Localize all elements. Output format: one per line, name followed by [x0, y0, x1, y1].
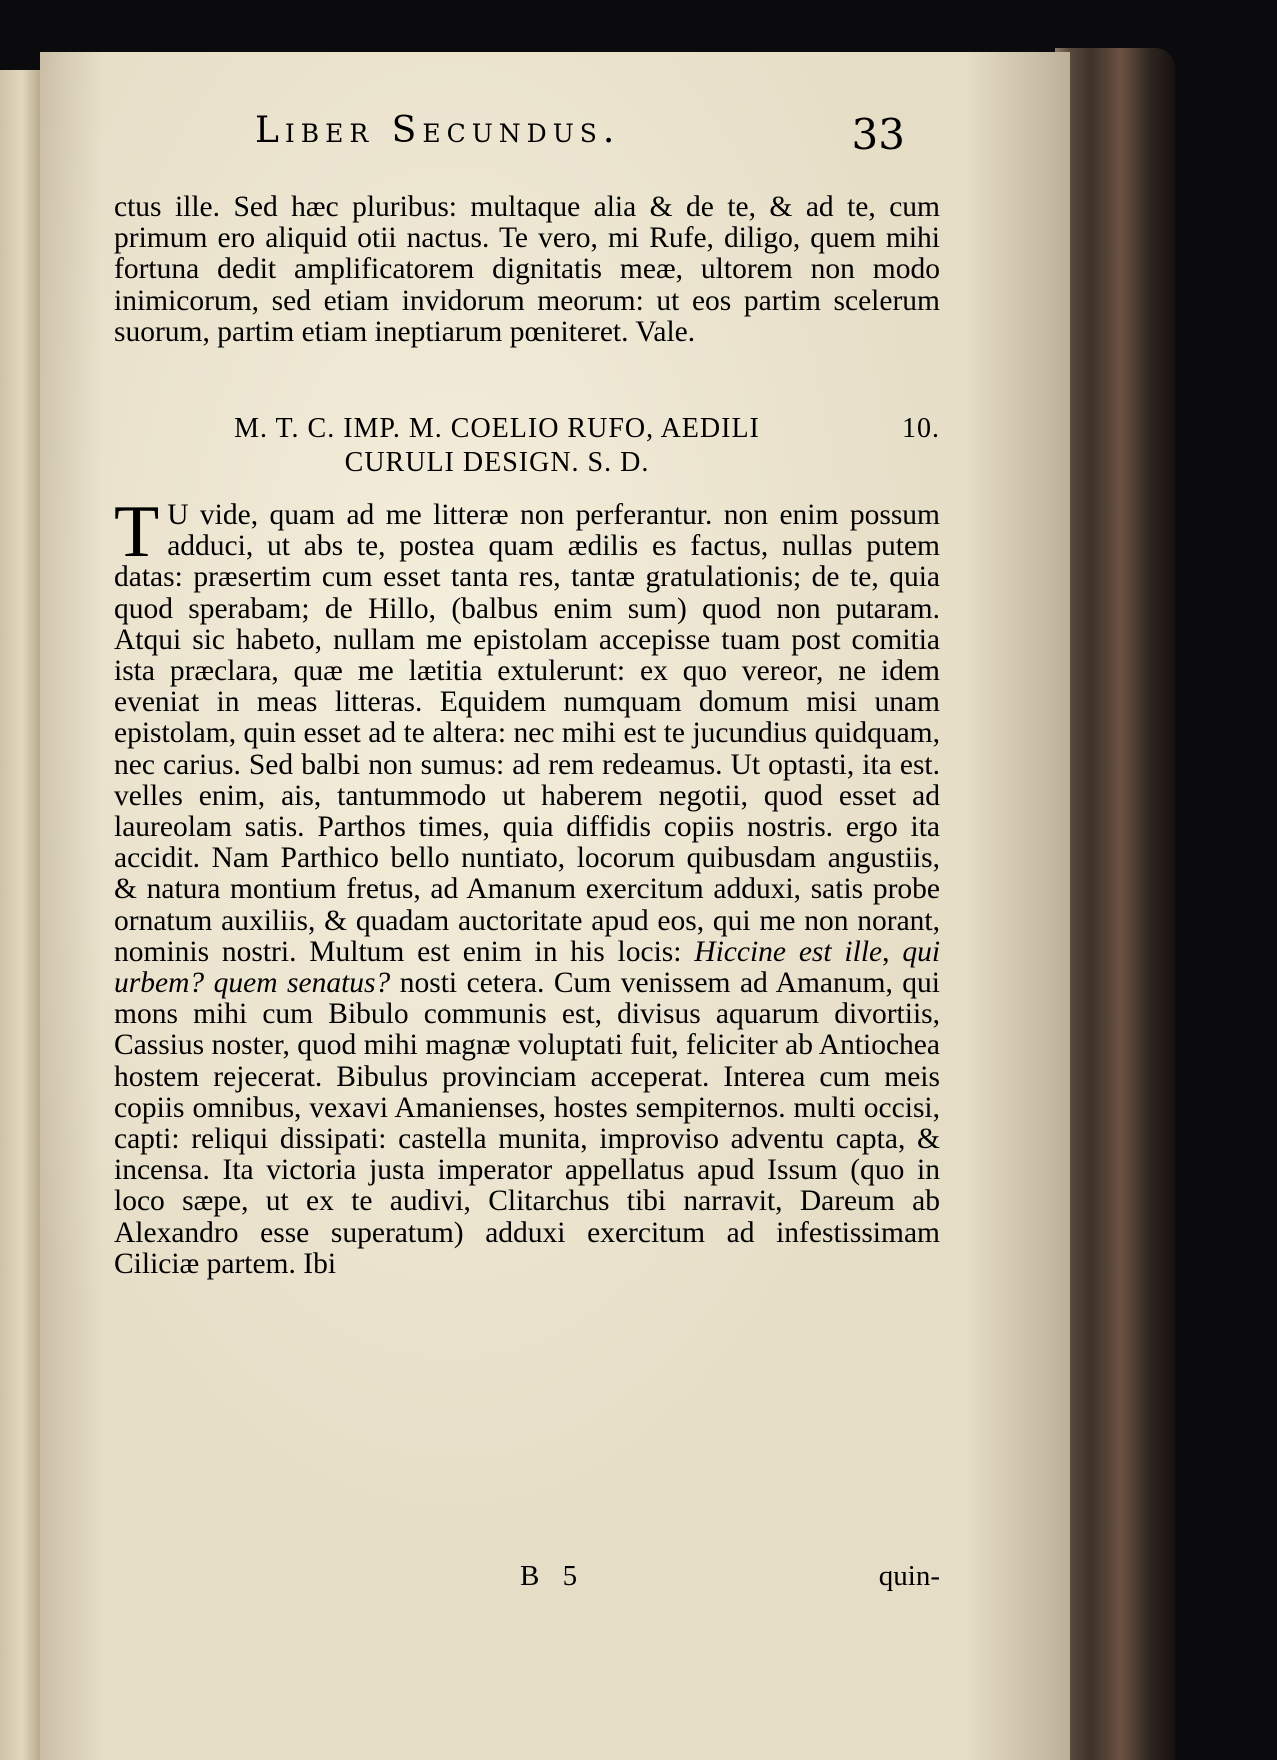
- separator-2: [204, 967, 213, 999]
- italic-quote-2: qui urbem?: [114, 935, 941, 1000]
- italic-quote-3: quem senatus?: [213, 967, 391, 1000]
- letter-heading: [114, 413, 940, 483]
- facing-page-edge: [0, 70, 40, 1760]
- running-head: [255, 110, 905, 160]
- running-title: Liber Secundus.: [255, 110, 621, 151]
- page-number: 33: [851, 110, 905, 159]
- italic-quote-1: Hiccine est ille: [694, 935, 883, 968]
- paragraph-2-text-a: U vide, quam ad me litteræ non perferantur. non enim possum adduci, ut abs te, postea quam ædilis es factus, nullas putem datas: præsertim cum esset tanta res, tantæ gratulationis; de te, quia quod sperabam; de Hillo, (balbus enim sum) quod non putaram. Atqui sic habeto, nullam me epistolam accepisse tuam post comitia ista præclara, quæ me lætitia extulerunt: ex quo vereor, ne idem eveniat in meas litteras. Equidem numquam domum misi unam epistolam, quin esset ad te altera: nec mihi est te jucundius quidquam, nec carius. Sed balbi non sumus: ad rem redeamus. Ut optasti, ita est. velles enim, ais, tantummodo ut haberem negotii, quod esset ad laureolam satis. Parthos times, quia diffidis copiis nostris. ergo ita accidit. Nam Parthico bello nuntiato, locorum quibusdam angustiis, & natura montium fretus, ad Amanum exercitum adduxi, satis probe ornatum auxiliis, & quadam auctoritate apud eos, qui me non norant, nominis nostri. Multum est enim in his locis:: [114, 499, 940, 968]
- drop-cap: T: [114, 491, 160, 573]
- catchword: quin-: [878, 1560, 940, 1592]
- letter-number: 10.: [902, 413, 940, 444]
- book-fore-edge: [1055, 48, 1175, 1760]
- separator-1: ,: [882, 935, 903, 968]
- signature-mark: B 5: [520, 1560, 586, 1592]
- paragraph-2: [114, 491, 941, 1280]
- letter-heading-line-1: M. T. C. IMP. M. COELIO RUFO, AEDILI: [234, 413, 760, 444]
- letter-heading-line-2: CURULI DESIGN. S. D.: [344, 447, 650, 478]
- paragraph-1: ctus ille. Sed hæc pluribus: multaque alia & de te, & ad te, cum primum ero aliquid otii nactus. Te vero, mi Rufe, diligo, quem mihi fortuna dedit amplificatorem dignitatis meæ, ultorem non modo inimicorum, sed etiam invidorum meorum: ut eos partim scelerum suorum, partim etiam ineptiarum pœniteret. Vale.: [114, 191, 940, 348]
- paragraph-2-text-b: nosti cetera. Cum venissem ad Amanum, qui mons mihi cum Bibulo communis est, divisus aquarum divortiis, Cassius noster, quod mihi magnæ voluptati fuit, feliciter ab Antiochea hostem rejecerat. Bibulus provinciam acceperat. Interea cum meis copiis omnibus, vexavi Amanienses, hostes sempiternos. multi occisi, capti: reliqui dissipati: castella munita, improviso adventu capta, & incensa. Ita victoria justa imperator appellatus apud Issum (quo in loco sæpe, ut ex te audivi, Clitarchus tibi narravit, Dareum ab Alexandro esse superatum) adduxi exercitum ad infestissimam Ciliciæ partem. Ibi: [114, 967, 940, 1280]
- page-footer: [114, 1560, 940, 1600]
